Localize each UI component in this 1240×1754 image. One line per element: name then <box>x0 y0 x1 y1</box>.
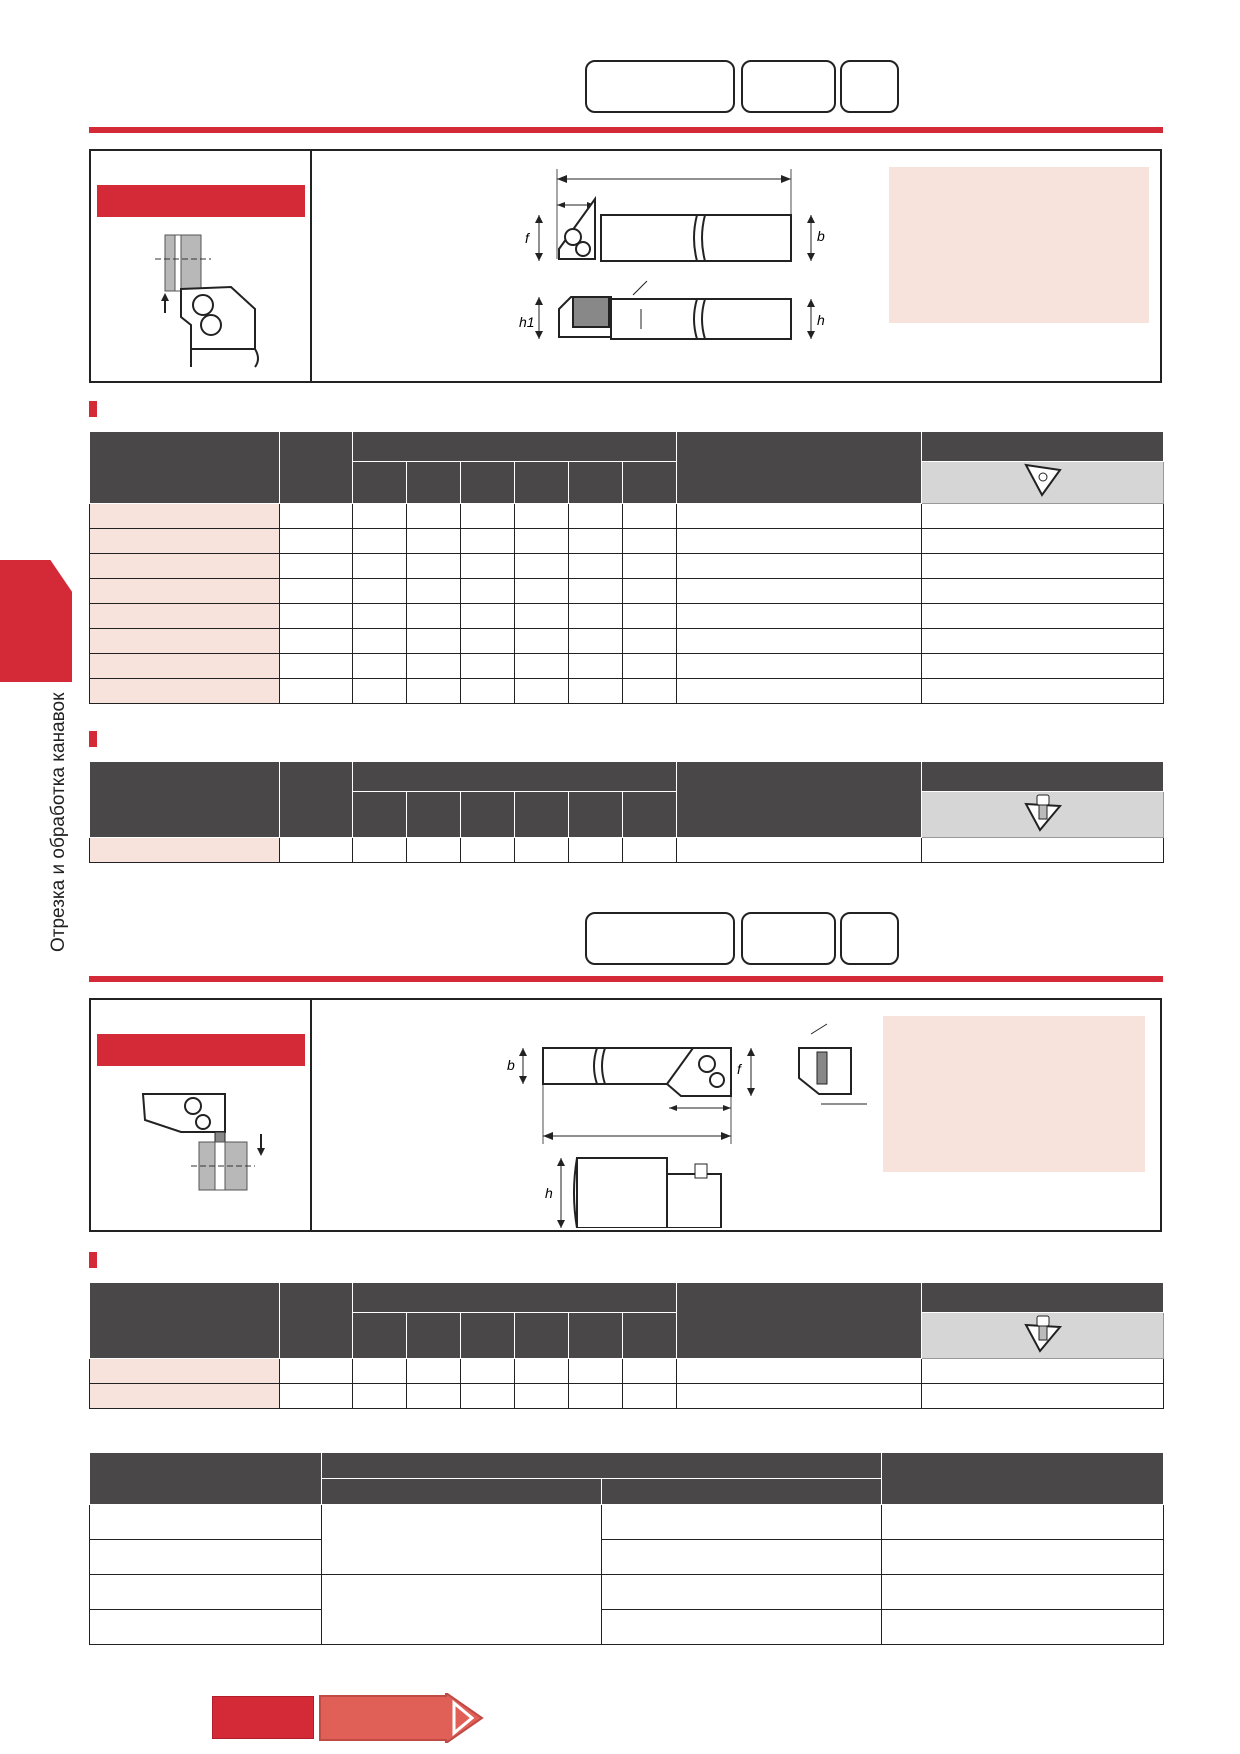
section-marker <box>89 401 97 417</box>
holder-table-2 <box>89 761 1164 863</box>
spare-parts-table <box>89 1452 1164 1645</box>
table-row <box>90 1359 280 1384</box>
dim-f-label: f <box>525 230 529 246</box>
header-box-3 <box>840 60 899 113</box>
dim-b-label: b <box>507 1057 515 1073</box>
table-row <box>90 554 280 579</box>
table-row <box>90 654 280 679</box>
holder-dimension-drawing <box>511 159 931 379</box>
table-row <box>90 1575 322 1610</box>
triangular-insert-screw-icon <box>1020 792 1066 832</box>
header-box-3 <box>840 912 899 965</box>
dim-h1-label: h1 <box>519 314 535 330</box>
panel-title-bar <box>97 185 305 217</box>
triangular-insert-icon <box>1020 462 1066 498</box>
notes-box <box>883 1016 1145 1172</box>
table-row <box>90 1505 322 1540</box>
face-grooving-sketch <box>141 1092 291 1212</box>
tool-panel-1 <box>89 149 1162 383</box>
dim-f-label: f <box>737 1061 741 1077</box>
tool-panel-2 <box>89 998 1162 1232</box>
face-holder-dimension-drawing <box>451 1008 951 1228</box>
sidebar-tab <box>0 560 72 682</box>
table-row <box>90 629 280 654</box>
table-row <box>90 679 280 704</box>
sidebar-section-label: Отрезка и обработка канавок <box>48 692 69 952</box>
header-box-1 <box>585 912 735 965</box>
section-rule <box>89 976 1163 982</box>
header-box-2 <box>741 912 836 965</box>
table-row <box>90 579 280 604</box>
table-row <box>90 604 280 629</box>
section-marker <box>89 731 97 747</box>
triangular-insert-screw-icon <box>1020 1313 1066 1353</box>
dim-h-label: h <box>817 312 825 328</box>
next-page-arrow-icon[interactable] <box>318 1693 486 1743</box>
holder-table-1 <box>89 431 1164 704</box>
table-row <box>90 504 280 529</box>
notes-box <box>889 167 1149 323</box>
table-row <box>90 1540 322 1575</box>
header-box-1 <box>585 60 735 113</box>
table-row <box>90 1610 322 1645</box>
header-box-2 <box>741 60 836 113</box>
section-rule <box>89 127 1163 133</box>
dim-b-label: b <box>817 228 825 244</box>
dim-h-label: h <box>545 1185 553 1201</box>
table-row <box>90 529 280 554</box>
page-nav-button[interactable] <box>212 1696 314 1739</box>
table-row <box>90 838 280 863</box>
section-marker <box>89 1252 97 1268</box>
panel-title-bar <box>97 1034 305 1066</box>
holder-table-3 <box>89 1282 1164 1409</box>
external-grooving-sketch <box>151 229 291 369</box>
table-row <box>90 1384 280 1409</box>
